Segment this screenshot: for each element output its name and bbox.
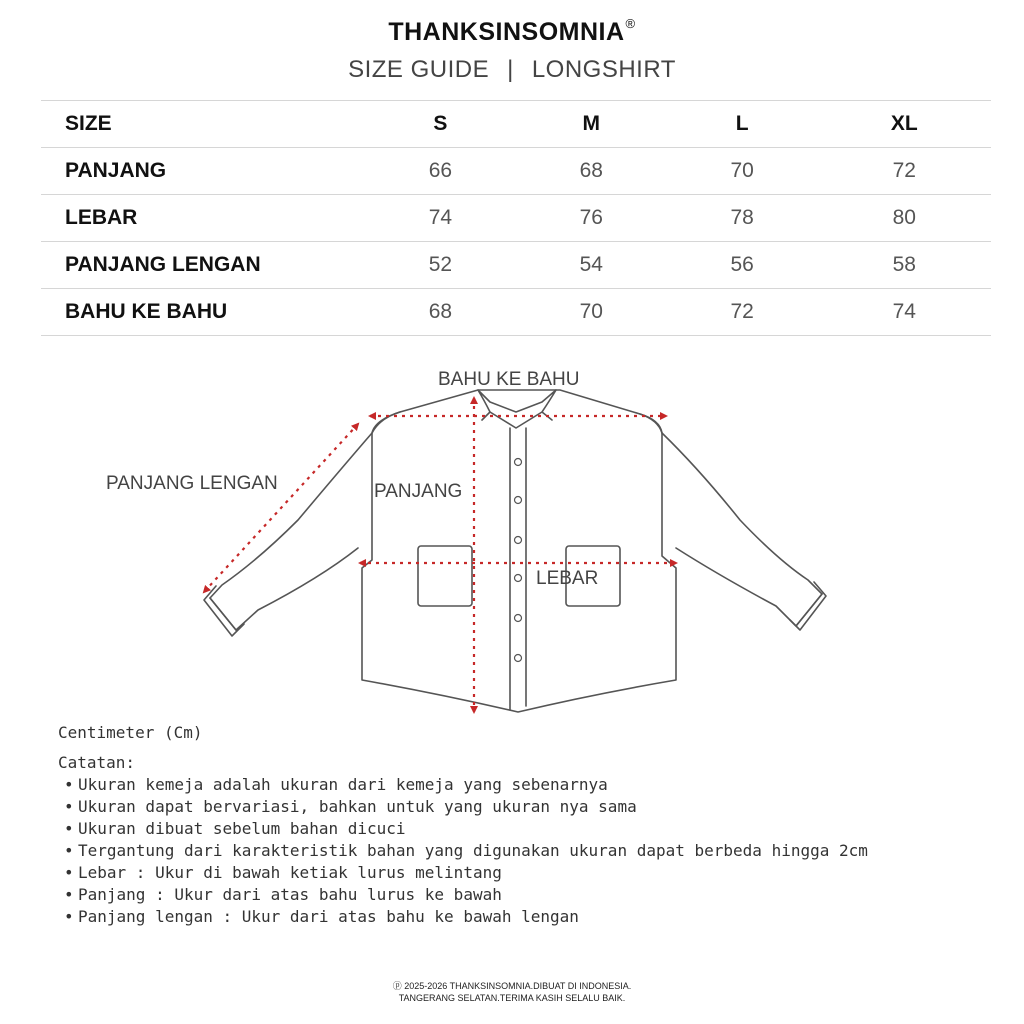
row-label-panjang-lengan: PANJANG LENGAN <box>41 242 365 289</box>
notes-list <box>58 774 1018 928</box>
size-col-s: S <box>365 101 516 148</box>
table-row <box>41 195 991 242</box>
table-cell: 76 <box>516 195 667 242</box>
table-cell: 68 <box>365 289 516 336</box>
label-lebar: LEBAR <box>536 568 599 589</box>
row-label-bahu-ke-bahu: BAHU KE BAHU <box>41 289 365 336</box>
shirt-left-sleeve <box>210 433 372 630</box>
page-subtitle <box>0 56 1024 84</box>
list-item: • Ukuran dapat bervariasi, bahkan untuk yang ukuran nya sama <box>64 796 1018 818</box>
table-row <box>41 148 991 195</box>
shirt-outline <box>204 390 826 712</box>
table-cell: 68 <box>516 148 667 195</box>
table-cell: 80 <box>818 195 991 242</box>
shirt-buttons <box>515 459 522 662</box>
footer-line-1: ⓟ 2025-2026 THANKSINSOMNIA.DIBUAT DI INDONESIA. <box>392 981 632 991</box>
table-cell: 70 <box>667 148 818 195</box>
list-item: • Ukuran kemeja adalah ukuran dari kemeja yang sebenarnya <box>64 774 1018 796</box>
list-item: • Lebar : Ukur di bawah ketiak lurus melintang <box>64 862 1018 884</box>
shirt-collar <box>478 390 556 428</box>
shirt-placket <box>510 428 526 710</box>
table-cell: 74 <box>818 289 991 336</box>
table-cell: 58 <box>818 242 991 289</box>
list-item: • Panjang : Ukur dari atas bahu lurus ke bawah <box>64 884 1018 906</box>
subtitle-separator: | <box>507 56 514 83</box>
list-item: • Ukuran dibuat sebelum bahan dicuci <box>64 818 1018 840</box>
size-table <box>41 100 991 336</box>
table-cell: 52 <box>365 242 516 289</box>
subtitle-product: LONGSHIRT <box>531 56 676 83</box>
brand-logo <box>0 18 1024 47</box>
unit-label: Centimeter (Cm) <box>58 723 203 742</box>
measurement-diagram <box>0 340 1024 730</box>
table-cell: 54 <box>516 242 667 289</box>
size-col-xl: XL <box>818 101 991 148</box>
table-cell: 70 <box>516 289 667 336</box>
size-col-m: M <box>516 101 667 148</box>
shirt-illustration <box>0 340 1024 730</box>
shirt-left-pocket <box>418 546 472 606</box>
registered-mark: ® <box>625 16 636 31</box>
row-label-panjang: PANJANG <box>41 148 365 195</box>
table-cell: 72 <box>818 148 991 195</box>
size-header-label: SIZE <box>41 101 365 148</box>
shirt-body <box>362 390 676 712</box>
table-cell: 56 <box>667 242 818 289</box>
table-cell: 74 <box>365 195 516 242</box>
measure-sleeve-line <box>204 424 358 592</box>
label-panjang-lengan: PANJANG LENGAN <box>106 473 278 494</box>
table-cell: 66 <box>365 148 516 195</box>
label-panjang: PANJANG <box>374 481 463 502</box>
notes-title: Catatan: <box>58 753 136 772</box>
list-item: • Panjang lengan : Ukur dari atas bahu ke bawah lengan <box>64 906 1018 928</box>
footer-line-2: TANGERANG SELATAN.TERIMA KASIH SELALU BAIK. <box>398 993 626 1003</box>
table-cell: 72 <box>667 289 818 336</box>
label-bahu-ke-bahu: BAHU KE BAHU <box>438 369 580 390</box>
measurement-lines <box>204 398 676 712</box>
size-table-header-row <box>41 101 991 148</box>
size-col-l: L <box>667 101 818 148</box>
shirt-right-cuff <box>790 582 826 630</box>
list-item: • Tergantung dari karakteristik bahan yang digunakan ukuran dapat berbeda hingga 2cm <box>64 840 1018 862</box>
row-label-lebar: LEBAR <box>41 195 365 242</box>
shirt-right-sleeve <box>662 433 822 626</box>
brand-name: THANKSINSOMNIA <box>388 18 625 46</box>
table-row <box>41 242 991 289</box>
footer <box>0 980 1024 1004</box>
size-notes <box>58 722 1018 928</box>
table-cell: 78 <box>667 195 818 242</box>
subtitle-size-guide: SIZE GUIDE <box>348 56 490 83</box>
table-row <box>41 289 991 336</box>
